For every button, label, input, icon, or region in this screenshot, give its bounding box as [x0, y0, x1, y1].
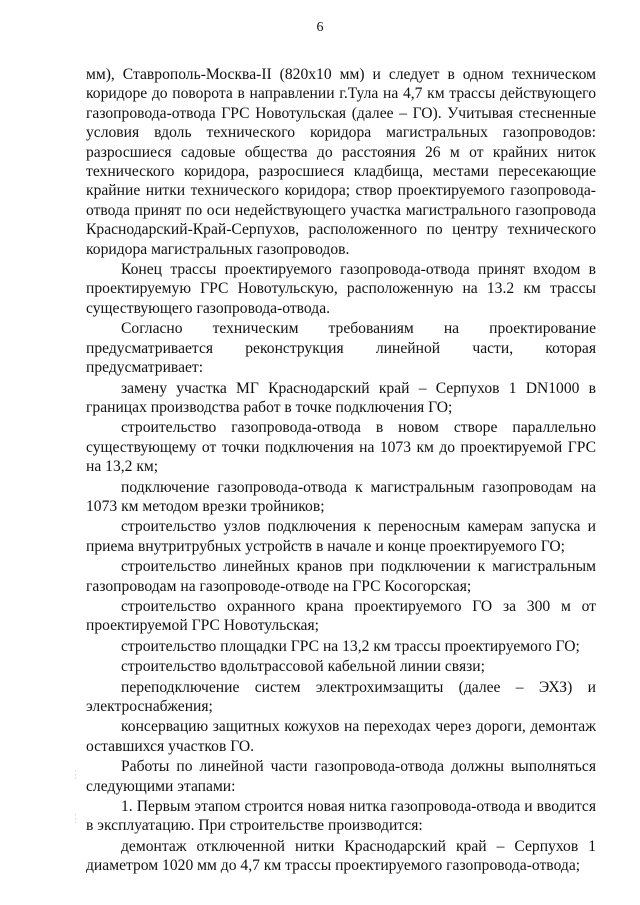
paragraph: переподключение систем электрохимзащиты (далее – ЭХЗ) и электроснабжения; — [86, 678, 596, 715]
paragraph: строительство узлов подключения к переносным камерам запуска и приема внутритрубных устройств в начале и конце проектируемого ГО; — [86, 518, 596, 555]
paragraph: строительство вдольтрассовой кабельной линии связи; — [121, 658, 485, 676]
scan-artifact: ⋮ — [70, 813, 81, 825]
document-body — [86, 65, 596, 877]
paragraph: Конец трассы проектируемого газопровода-отвода принят входом в проектируемую ГРС Новотульскую, расположенную на 13.2 км трассы существующего газопровода-отвода. — [86, 261, 596, 317]
paragraph: демонтаж отключенной нитки Краснодарский край – Серпухов 1 диаметром 1020 мм до 4,7 км трассы проектируемого газопровода-отвода; — [86, 837, 596, 875]
paragraph: мм), Ставрополь-Москва-II (820x10 мм) и следует в одном техническом коридоре до поворота в направлении г.Тула на 4,7 км трассы действующего газопровода-отвода ГРС Новотульская (далее – ГО). Учитывая стесненные условия вдоль технического коридора магистральных газопроводов: разросшиеся садовые общества до расстояния 26 м от крайних ниток технического коридора, разросшиеся кладбища, местами пересекающие крайние нитки технического коридора; створ проектируемого газопровода-отвода принят по оси недействующего участка магистрального газопровода Краснодарский-Край-Серпухов, расположенного по центру технического коридора магистральных газопроводов. — [86, 66, 596, 258]
paragraph: 1. Первым этапом строится новая нитка газопровода-отвода и вводится в эксплуатацию. При строительстве производится: — [86, 798, 596, 835]
scan-artifact: ⋮ — [70, 769, 81, 781]
paragraph: Согласно техническим требованиям на проектирование предусматривается реконструкция линейной части, которая предусматривает: — [86, 320, 596, 377]
paragraph: строительство линейных кранов при подключении к магистральным газопроводам на газопроводе-отводе на ГРС Косогорская; — [86, 558, 596, 595]
paragraph: замену участка МГ Краснодарский край – Серпухов 1 DN1000 в границах производства работ в точке подключения ГО; — [86, 379, 596, 416]
paragraph: строительство газопровода-отвода в новом створе параллельно существующему от точки подключения на 1073 км до проектируемой ГРС на 13,2 км; — [86, 419, 596, 476]
page-number: 6 — [316, 20, 324, 35]
paragraph: строительство охранного крана проектируемого ГО за 300 м от проектируемой ГРС Новотульская; — [86, 597, 596, 635]
paragraph: консервацию защитных кожухов на переходах через дороги, демонтаж оставшихся участков ГО. — [86, 718, 596, 755]
paragraph: строительство площадки ГРС на 13,2 км трассы проектируемого ГО; — [121, 637, 580, 655]
paragraph: подключение газопровода-отвода к магистральным газопроводам на 1073 км методом врезки тройников; — [86, 478, 596, 515]
paragraph: Работы по линейной части газопровода-отвода должны выполняться следующими этапами: — [86, 758, 596, 795]
